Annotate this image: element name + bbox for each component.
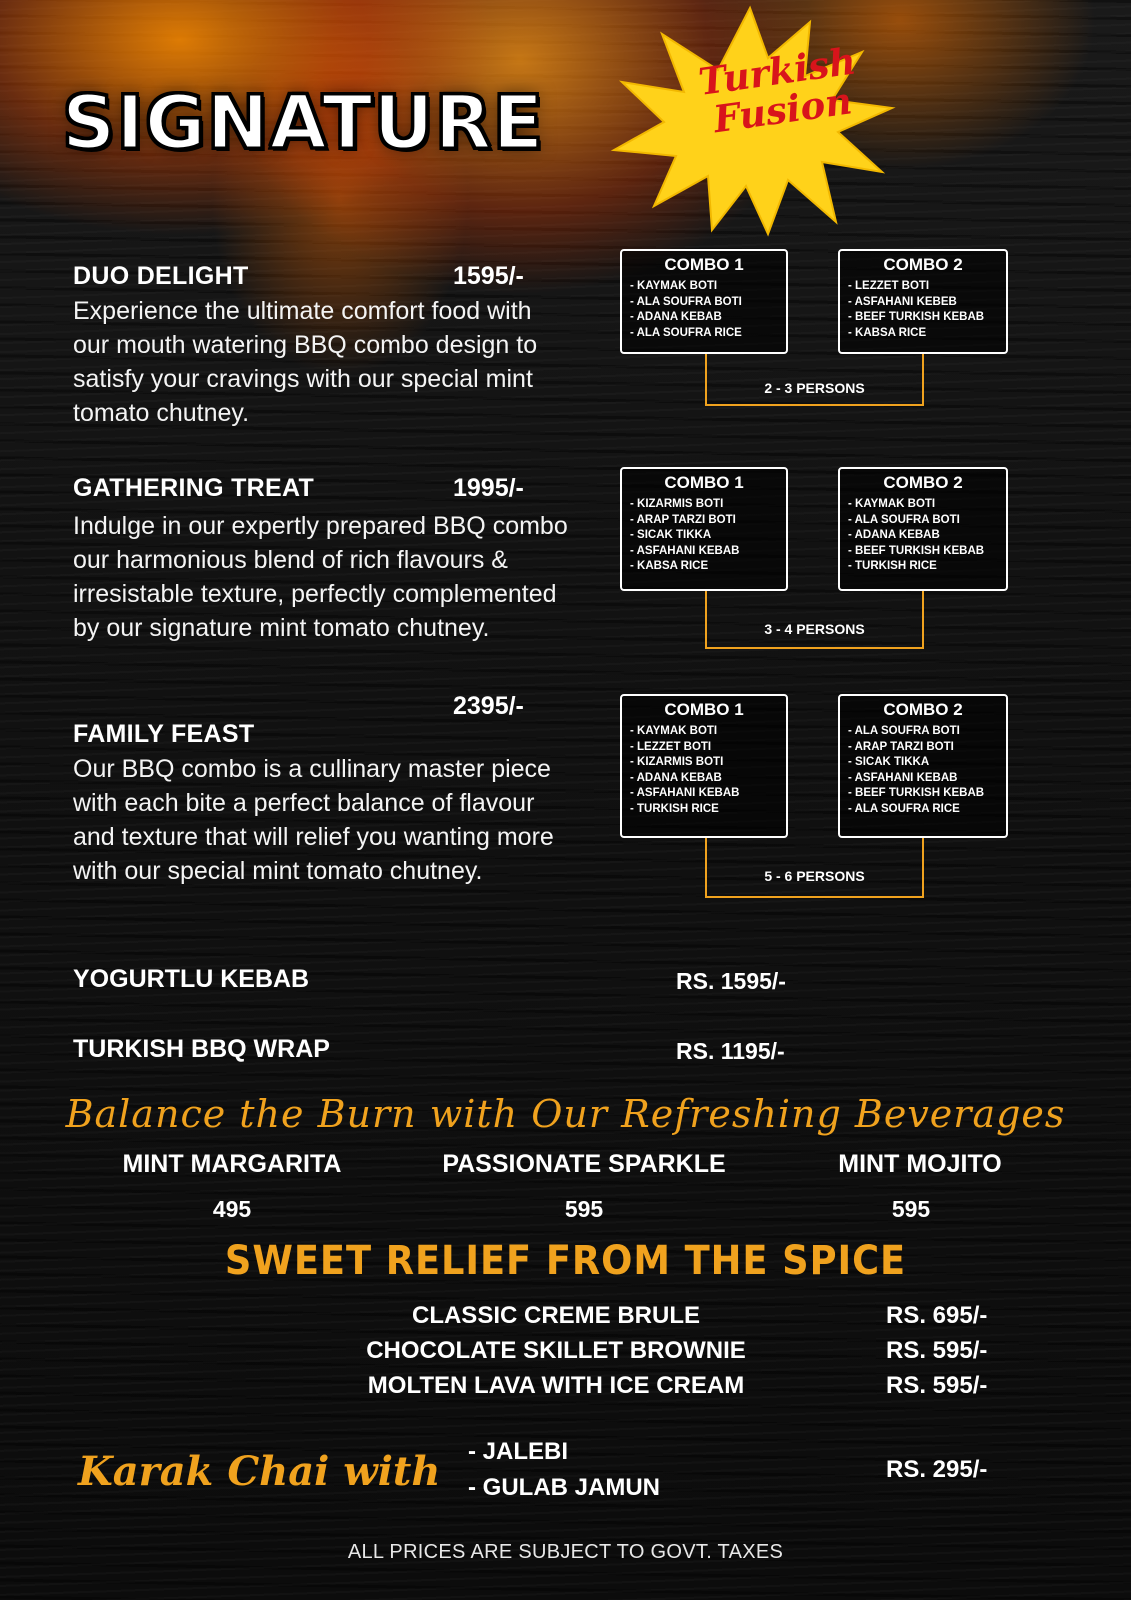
combo-title: COMBO 1	[664, 700, 744, 719]
persons-label: 5 - 6 PERSONS	[764, 868, 865, 884]
item-description-duo-delight: Experience the ultimate comfort food with our mouth watering BBQ combo design to satisfy your cravings with our special mint tomato chutney.	[73, 297, 538, 427]
combo-item: - ADANA KEBAB	[630, 311, 722, 323]
dessert-price: RS. 695/-	[886, 1302, 988, 1329]
combo-item: - KIZARMIS BOTI	[630, 498, 724, 510]
combo-item: - ALA SOUFRA BOTI	[848, 513, 960, 526]
combo-item: - SICAK TIKKA	[630, 529, 712, 541]
combo-item: - BEEF TURKISH KEBAB	[848, 787, 985, 799]
combo-item: - ASFAHANI KEBAB	[848, 771, 958, 784]
karak-chai-option: - GULAB JAMUN	[468, 1474, 660, 1501]
combo-item: - KABSA RICE	[848, 326, 927, 339]
dessert-price: RS. 595/-	[886, 1372, 988, 1399]
item-description-family-feast: Our BBQ combo is a cullinary master piece with each bite a perfect balance of flavour and texture that will relief you wanting more with our special mint tomato chutney.	[73, 755, 554, 885]
dessert-name: MOLTEN LAVA WITH ICE CREAM	[367, 1372, 745, 1399]
dessert-price: RS. 595/-	[886, 1337, 988, 1364]
dessert-name: CLASSIC CREME BRULE	[411, 1302, 700, 1329]
item-title-yogurtlu-kebab: YOGURTLU KEBAB	[73, 965, 310, 993]
combo-title: COMBO 2	[883, 255, 963, 274]
persons-label: 3 - 4 PERSONS	[764, 621, 865, 637]
combo-box	[838, 467, 1008, 591]
combo-title: COMBO 2	[883, 700, 963, 719]
item-price-family-feast: 2395/-	[453, 692, 524, 720]
combo-item: - ARAP TARZI BOTI	[630, 513, 736, 526]
item-price-duo-delight: 1595/-	[453, 262, 524, 290]
combo-item: - LEZZET BOTI	[630, 740, 712, 753]
dessert-name: CHOCOLATE SKILLET BROWNIE	[366, 1337, 746, 1364]
item-title-family-feast: FAMILY FEAST	[73, 720, 255, 748]
combo-box	[838, 694, 1008, 838]
item-title-duo-delight: DUO DELIGHT	[73, 262, 249, 290]
combo-item: - ASFAHANI KEBAB	[630, 544, 740, 557]
item-price-gathering-treat: 1995/-	[453, 474, 524, 502]
combo-title: COMBO 1	[664, 255, 744, 274]
combo-item: - ASFAHANI KEBAB	[630, 787, 740, 799]
combo-box	[620, 249, 788, 354]
tax-note: ALL PRICES ARE SUBJECT TO GOVT. TAXES	[347, 1541, 784, 1563]
beverage-price: 495	[212, 1196, 252, 1222]
item-title-gathering-treat: GATHERING TREAT	[73, 474, 315, 502]
combo-item: - ALA SOUFRA BOTI	[630, 295, 742, 308]
desserts-heading: SWEET RELIEF FROM THE SPICE	[224, 1238, 907, 1284]
combo-item: - KAYMAK BOTI	[630, 725, 718, 737]
combo-item: - TURKISH RICE	[848, 560, 937, 572]
combo-item: - ALA SOUFRA RICE	[630, 326, 742, 339]
turkish-fusion-badge: Turkish Fusion	[695, 38, 859, 142]
karak-chai-option: - JALEBI	[468, 1438, 569, 1465]
combo-item: - ASFAHANI KEBEB	[848, 295, 957, 308]
combo-item: - BEEF TURKISH KEBAB	[848, 311, 985, 323]
beverage-price: 595	[891, 1196, 931, 1222]
combo-item: - KAYMAK BOTI	[848, 498, 936, 510]
combo-item: - ALA SOUFRA BOTI	[848, 725, 960, 737]
karak-chai-price: RS. 295/-	[886, 1456, 988, 1483]
combo-item: - BEEF TURKISH KEBAB	[848, 544, 985, 557]
item-description-gathering-treat: Indulge in our expertly prepared BBQ combo our harmonious blend of rich flavours & irresistable texture, perfectly complemented by our signature mint tomato chutney.	[73, 512, 568, 642]
combo-box	[620, 694, 788, 838]
combo-item: - ADANA KEBAB	[630, 771, 722, 784]
combo-item: - ARAP TARZI BOTI	[848, 740, 954, 753]
combo-item: - KIZARMIS BOTI	[630, 756, 724, 768]
combo-item: - LEZZET BOTI	[848, 280, 930, 292]
page-title: SIGNATURE	[62, 80, 545, 166]
combo-title: COMBO 1	[664, 473, 744, 492]
combo-item: - ADANA KEBAB	[848, 529, 940, 541]
item-price-yogurtlu-kebab: RS. 1595/-	[676, 968, 786, 994]
item-price-turkish-bbq-wrap: RS. 1195/-	[676, 1038, 785, 1064]
beverage-name: MINT MOJITO	[838, 1150, 1002, 1178]
beverage-name: PASSIONATE SPARKLE	[442, 1150, 726, 1178]
combo-box	[620, 467, 788, 591]
item-title-turkish-bbq-wrap: TURKISH BBQ WRAP	[73, 1035, 330, 1063]
combo-item: - SICAK TIKKA	[848, 756, 930, 768]
karak-chai-heading: Karak Chai with	[78, 1448, 441, 1495]
combo-title: COMBO 2	[883, 473, 963, 492]
beverages-heading: Balance the Burn with Our Refreshing Beverages	[65, 1092, 1066, 1136]
combo-item: - KABSA RICE	[630, 560, 709, 572]
beverage-name: MINT MARGARITA	[122, 1150, 342, 1178]
combo-item: - ALA SOUFRA RICE	[848, 802, 960, 815]
combo-item: - TURKISH RICE	[630, 802, 719, 815]
combo-item: - KAYMAK BOTI	[630, 280, 718, 292]
combo-box	[838, 249, 1008, 354]
beverage-price: 595	[564, 1196, 604, 1222]
combo-connector	[705, 591, 924, 649]
persons-label: 2 - 3 PERSONS	[764, 380, 865, 396]
